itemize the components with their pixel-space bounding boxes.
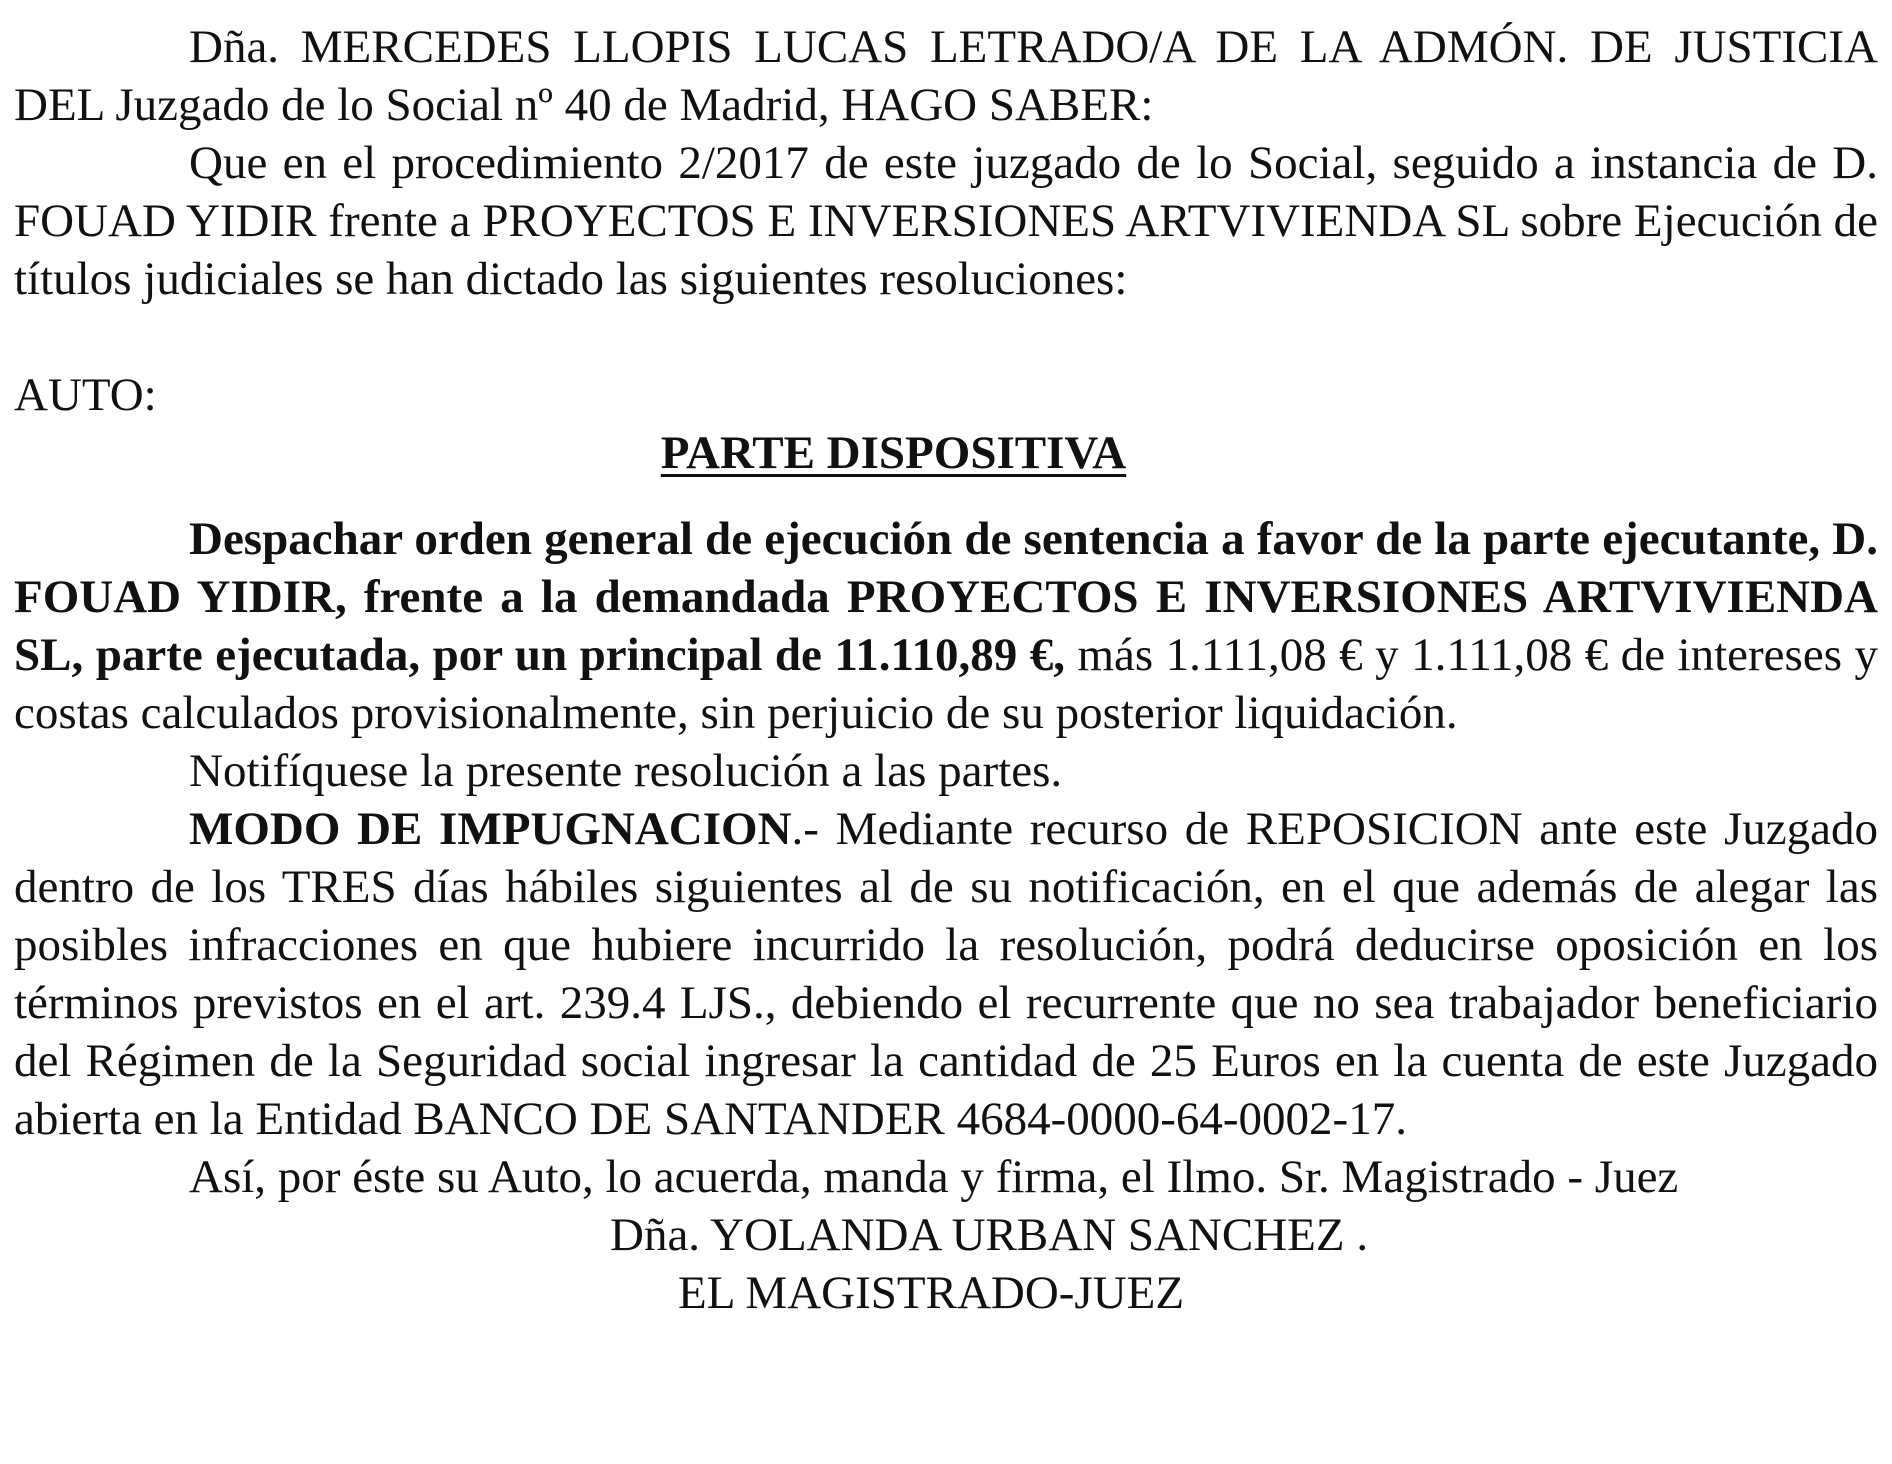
spacer [14,308,1878,366]
section-title: PARTE DISPOSITIVA [660,427,1127,479]
judge-name: Dña. YOLANDA URBAN SANCHEZ . [610,1209,1369,1261]
dispositiva-paragraph [14,510,1878,742]
intro-paragraph: Dña. MERCEDES LLOPIS LUCAS LETRADO/A DE LA ADMÓN. DE JUSTICIA DEL Juzgado de lo Social nº 40 de Madrid, HAGO SABER: [14,21,1878,131]
impugnacion-paragraph [14,800,1878,1148]
dispositiva-normal-text: más 1.111,08 € y 1.111,08 € de intereses y costas calculados provisionalmente, sin perjuicio de su posterior liquidación. [14,629,1878,739]
closing-line: Así, por éste su Auto, lo acuerda, manda y firma, el Ilmo. Sr. Magistrado - Juez [189,1151,1679,1203]
impugnacion-bold-text: MODO DE IMPUGNACION [189,803,792,855]
notify-paragraph: Notifíquese la presente resolución a las partes. [189,745,1063,797]
impugnacion-normal-text: .- Mediante recurso de REPOSICION ante este Juzgado dentro de los TRES días hábiles siguientes al de su notificación, en el que además de alegar las posibles infracciones en que hubiere incurrido la resolución, podrá deducirse oposición en los términos previstos en el art. 239.4 LJS., debiendo el recurrente que no sea trabajador beneficiario del Régimen de la Seguridad social ingresar la cantidad de 25 Euros en la cuenta de este Juzgado abierta en la Entidad BANCO DE SANTANDER 4684-0000-64-0002-17. [14,803,1879,1145]
judge-title: EL MAGISTRADO-JUEZ [678,1267,1185,1319]
procedure-paragraph: Que en el procedimiento 2/2017 de este juzgado de lo Social, seguido a instancia de D. FOUAD YIDIR frente a PROYECTOS E INVERSIONES ARTVIVIENDA SL sobre Ejecución de títulos judiciales se han dictado las siguientes resoluciones: [14,137,1878,305]
auto-label: AUTO: [14,369,157,421]
dispositiva-bold-text: Despachar orden general de ejecución de sentencia a favor de la parte ejecutante, D. FOUAD YIDIR, frente a la demandada PROYECTOS E INVERSIONES ARTVIVIENDA SL, parte ejecutada, por un principal de 11.110,89 €, [14,513,1878,681]
